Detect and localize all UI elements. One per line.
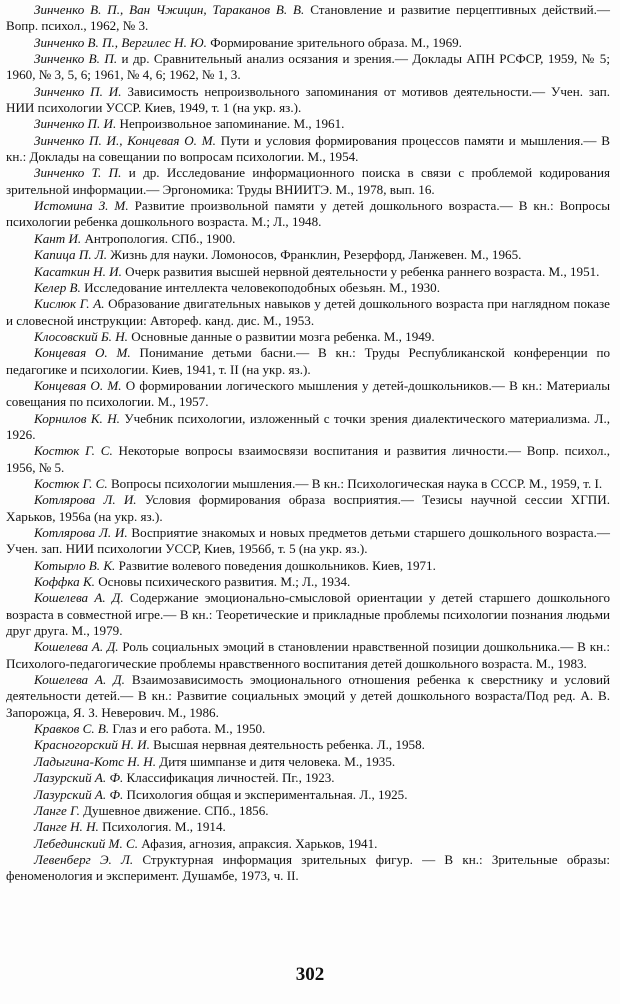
- entry-text: Основные данные о развитии мозга ребенка. М., 1949.: [127, 328, 435, 344]
- entry-author: Лазурский А. Ф.: [34, 786, 124, 802]
- bibliography-entry: [6, 51, 610, 84]
- entry-text: Психология общая и экспериментальная. Л., 1925.: [123, 786, 408, 802]
- entry-author: Зинченко В. П., Вергилес Н. Ю.: [34, 34, 207, 50]
- entry-author: Кошелева А. Д.: [34, 590, 124, 606]
- bibliography-entry: [6, 639, 610, 672]
- entry-author: Красногорский Н. И.: [34, 737, 150, 753]
- entry-author: Ладыгина-Котс Н. Н.: [34, 753, 156, 769]
- entry-text: Афазия, агнозия, апраксия. Харьков, 1941.: [138, 835, 378, 851]
- entry-text: Развитие волевого поведения дошкольников. Киев, 1971.: [115, 557, 436, 573]
- entry-text: Роль социальных эмоций в становлении нравственной позиции дошкольника.— В кн.: Психолого-педагогические проблемы нравственного воспитания детей дошкольного возраста. М., 1983.: [6, 639, 610, 671]
- entry-text: Исследование интеллекта человекоподобных обезьян. М., 1930.: [80, 279, 440, 295]
- entry-author: Зинченко В. П., Ван Чжицин, Тараканов В. В.: [34, 2, 305, 17]
- entry-text: О формировании логического мышления у детей-дошкольников.— В кн.: Материалы совещания по психологии. М., 1957.: [6, 377, 610, 410]
- entry-text: Условия формирования образа восприятия.— Тезисы научной сессии ХГПИ. Харьков, 1956а (на укр. яз.).: [6, 492, 610, 524]
- bibliography-entry: [6, 378, 610, 411]
- bibliography-entry: [6, 525, 610, 558]
- entry-author: Котлярова Л. И.: [34, 492, 137, 508]
- entry-author: Зинченко П. И., Концевая О. М.: [34, 132, 216, 148]
- entry-text: Зависимость непроизвольного запоминания от мотивов деятельности.— Учен. зап. НИИ психологии УССР. Киев, 1949, т. 1 (на укр. яз.).: [6, 83, 610, 116]
- entry-text: Антропология. СПб., 1900.: [81, 230, 236, 246]
- bibliography-entry: [6, 819, 610, 835]
- entry-text: Взаимозависимость эмоционального отношения ребенка к сверстнику и условий деятельности детей.— В кн.: Развитие социальных эмоций у детей дошкольного возраста/Под ред. А. В. Запорожца, Я. З. Неверович. М., 1986.: [6, 672, 610, 720]
- entry-author: Концевая О. М.: [34, 345, 131, 361]
- entry-author: Котырло В. К.: [34, 557, 116, 573]
- entry-text: Глаз и его работа. М., 1950.: [109, 721, 266, 737]
- entry-author: Костюк Г. С.: [34, 475, 108, 491]
- entry-text: и др. Исследование информационного поиска в связи с проблемой кодирования зрительной информации.— Эргономика: Труды ВНИИТЭ. М., 1978, вып. 16.: [6, 165, 610, 197]
- entry-author: Келер В.: [34, 279, 81, 295]
- bibliography-entry: [6, 558, 610, 574]
- entry-text: Душевное движение. СПб., 1856.: [79, 802, 269, 818]
- entry-author: Зинченко П. И.: [34, 83, 122, 99]
- bibliography-entry: [6, 737, 610, 753]
- entry-author: Истомина З. М.: [34, 198, 129, 214]
- entry-text: Непроизвольное запоминание. М., 1961.: [116, 116, 345, 132]
- bibliography-entry: [6, 231, 610, 247]
- entry-text: Некоторые вопросы взаимосвязи воспитания и развития личности.— Вопр. психол., 1956, № 5.: [6, 443, 610, 475]
- entry-author: Лазурский А. Ф.: [34, 770, 124, 786]
- bibliography-entry: [6, 280, 610, 296]
- bibliography-entry: [6, 35, 610, 51]
- entry-author: Касаткин Н. И.: [34, 263, 122, 279]
- entry-author: Коффка К.: [34, 574, 95, 590]
- entry-author: Кант И.: [34, 230, 82, 246]
- entry-author: Ланге Г.: [34, 802, 80, 818]
- bibliography-entry: [6, 329, 610, 345]
- entry-author: Зинченко В. П.: [34, 51, 118, 67]
- bibliography-entry: [6, 770, 610, 786]
- entry-author: Капица П. Л.: [34, 247, 108, 263]
- entry-text: Развитие произвольной памяти у детей дошкольного возраста.— В кн.: Вопросы психологии ребенка дошкольного возраста. М.; Л., 1948.: [6, 198, 610, 230]
- entry-author: Концевая О. М.: [34, 377, 122, 393]
- bibliography-entry: [6, 754, 610, 770]
- bibliography-entry: [6, 116, 610, 132]
- bibliography-entry: [6, 264, 610, 280]
- entry-text: Пути и условия формирования процессов памяти и мышления.— В кн.: Доклады на совещании по вопросам психологии. М., 1954.: [6, 132, 611, 165]
- entry-text: Основы психического развития. М.; Л., 1934.: [94, 574, 351, 590]
- bibliography-entry: [6, 492, 610, 525]
- bibliography-list: [6, 2, 610, 885]
- entry-text: Высшая нервная деятельность ребенка. Л., 1958.: [149, 737, 425, 753]
- entry-text: Структурная информация зрительных фигур. — В кн.: Зрительные образы: феноменология и эксперимент. Душамбе, 1973, ч. II.: [6, 851, 610, 884]
- entry-text: Вопросы психологии мышления.— В кн.: Психологическая наука в СССР. М., 1959, т. I.: [107, 475, 603, 491]
- bibliography-entry: [6, 672, 610, 721]
- entry-author: Зинченко П. И.: [34, 116, 117, 132]
- bibliography-entry: [6, 574, 610, 590]
- entry-text: Учебник психологии, изложенный с точки зрения диалектического материализма. Л., 1926.: [6, 410, 610, 442]
- entry-author: Корнилов К. Н.: [34, 410, 120, 426]
- bibliography-entry: [6, 590, 610, 639]
- bibliography-entry: [6, 803, 610, 819]
- bibliography-entry: [6, 165, 610, 198]
- bibliography-entry: [6, 198, 610, 231]
- entry-text: Восприятие знакомых и новых предметов детьми старшего дошкольного возраста.— Учен. зап. НИИ психологии УССР, Киев, 1956б, т. 5 (на укр. яз.).: [6, 525, 610, 557]
- entry-text: и др. Сравнительный анализ осязания и зрения.— Доклады АПН РСФСР, 1959, № 5; 1960, № 3, 5, 6; 1961, № 4, 6; 1962, № 1, 3.: [6, 51, 610, 83]
- entry-author: Зинченко Т. П.: [34, 165, 122, 181]
- bibliography-entry: [6, 133, 610, 166]
- entry-author: Клосовский Б. Н.: [34, 328, 128, 344]
- entry-author: Лебединский М. С.: [34, 835, 139, 851]
- bibliography-entry: [6, 721, 610, 737]
- bibliography-entry: [6, 84, 610, 117]
- bibliography-entry: [6, 345, 610, 378]
- entry-author: Левенберг Э. Л.: [34, 851, 134, 867]
- entry-author: Ланге Н. Н.: [34, 819, 99, 835]
- entry-author: Котлярова Л. И.: [34, 525, 128, 540]
- entry-text: Становление и развитие перцептивных действий.— Вопр. психол., 1962, № 3.: [6, 2, 610, 34]
- bibliography-entry: [6, 247, 610, 263]
- entry-text: Жизнь для науки. Ломоносов, Франклин, Резерфорд, Ланжевен. М., 1965.: [107, 247, 522, 263]
- bibliography-entry: [6, 443, 610, 476]
- entry-author: Кравков С. В.: [34, 721, 110, 737]
- entry-author: Кошелева А. Д.: [34, 639, 119, 655]
- bibliography-entry: [6, 296, 610, 329]
- entry-text: Классификация личностей. Пг., 1923.: [123, 770, 335, 786]
- entry-author: Кошелева А. Д.: [34, 672, 125, 688]
- page-number: 302: [295, 964, 325, 985]
- bibliography-entry: [6, 476, 610, 492]
- entry-text: Психология. М., 1914.: [98, 819, 226, 835]
- entry-text: Дитя шимпанзе и дитя человека. М., 1935.: [155, 753, 396, 769]
- bibliography-entry: [6, 411, 610, 444]
- bibliography-entry: [6, 852, 610, 885]
- entry-author: Костюк Г. С.: [34, 443, 113, 459]
- entry-author: Кислюк Г. А.: [34, 296, 105, 312]
- bibliography-entry: [6, 787, 610, 803]
- bibliography-entry: [6, 836, 610, 852]
- bibliography-entry: [6, 2, 610, 35]
- entry-text: Формирование зрительного образа. М., 1969.: [206, 34, 462, 50]
- entry-text: Образование двигательных навыков у детей дошкольного возраста при наглядном показе и словесной инструкции: Автореф. канд. дис. М., 1953.: [6, 296, 610, 328]
- entry-text: Очерк развития высшей нервной деятельности у ребенка раннего возраста. М., 1951.: [121, 263, 600, 279]
- entry-text: Содержание эмоционально-смысловой ориентации у детей старшего дошкольного возраста в совместной игре.— В кн.: Теоретические и прикладные проблемы психологии познания людьми друг друга. М., 1979.: [6, 590, 610, 639]
- entry-text: Понимание детьми басни.— В кн.: Труды Республиканской конференции по педагогике и психологии. Киев, 1941, т. II (на укр. яз.).: [6, 345, 611, 377]
